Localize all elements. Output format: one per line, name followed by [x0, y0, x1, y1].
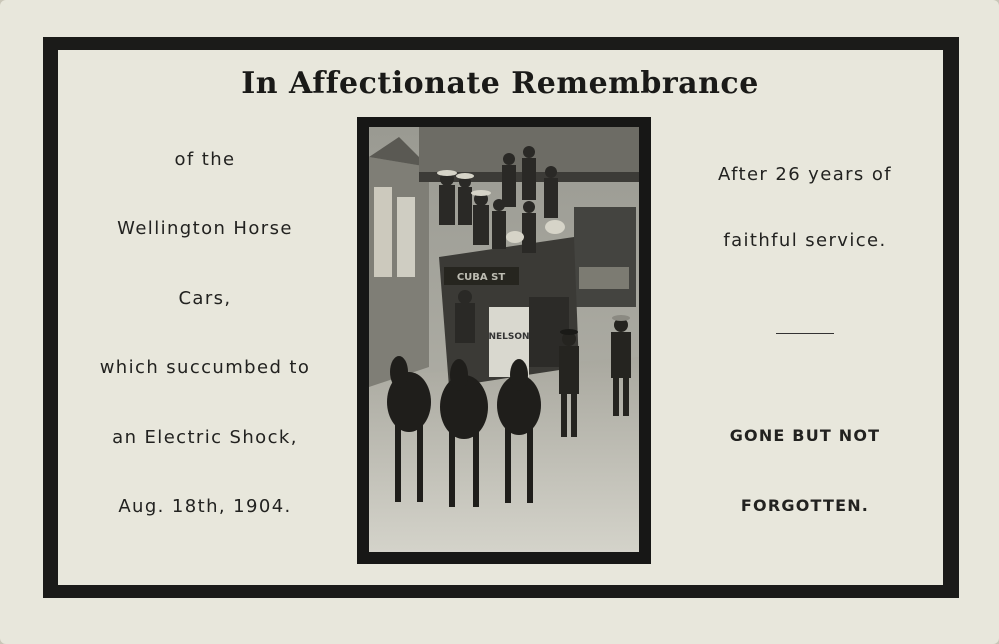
- tram-front-sign: CUBA ST: [456, 272, 506, 283]
- photo-frame: [357, 117, 651, 564]
- right-motto-2: FORGOTTEN.: [740, 496, 870, 515]
- left-line-2: Wellington Horse: [117, 218, 293, 239]
- right-line-1: After 26 years of: [718, 164, 892, 185]
- left-line-5: an Electric Shock,: [112, 427, 298, 448]
- tram-side-sign: NELSON: [488, 332, 530, 342]
- card-title: In Affectionate Remembrance: [241, 66, 759, 101]
- separator-dash: [776, 333, 834, 334]
- left-line-3: Cars,: [178, 288, 232, 309]
- left-line-4: which succumbed to: [99, 357, 311, 378]
- right-line-2: faithful service.: [723, 230, 887, 251]
- right-motto-1: GONE BUT NOT: [729, 426, 881, 445]
- horse-tram-photo: [369, 127, 639, 552]
- left-line-1: of the: [174, 149, 236, 170]
- left-line-6: Aug. 18th, 1904.: [118, 496, 292, 517]
